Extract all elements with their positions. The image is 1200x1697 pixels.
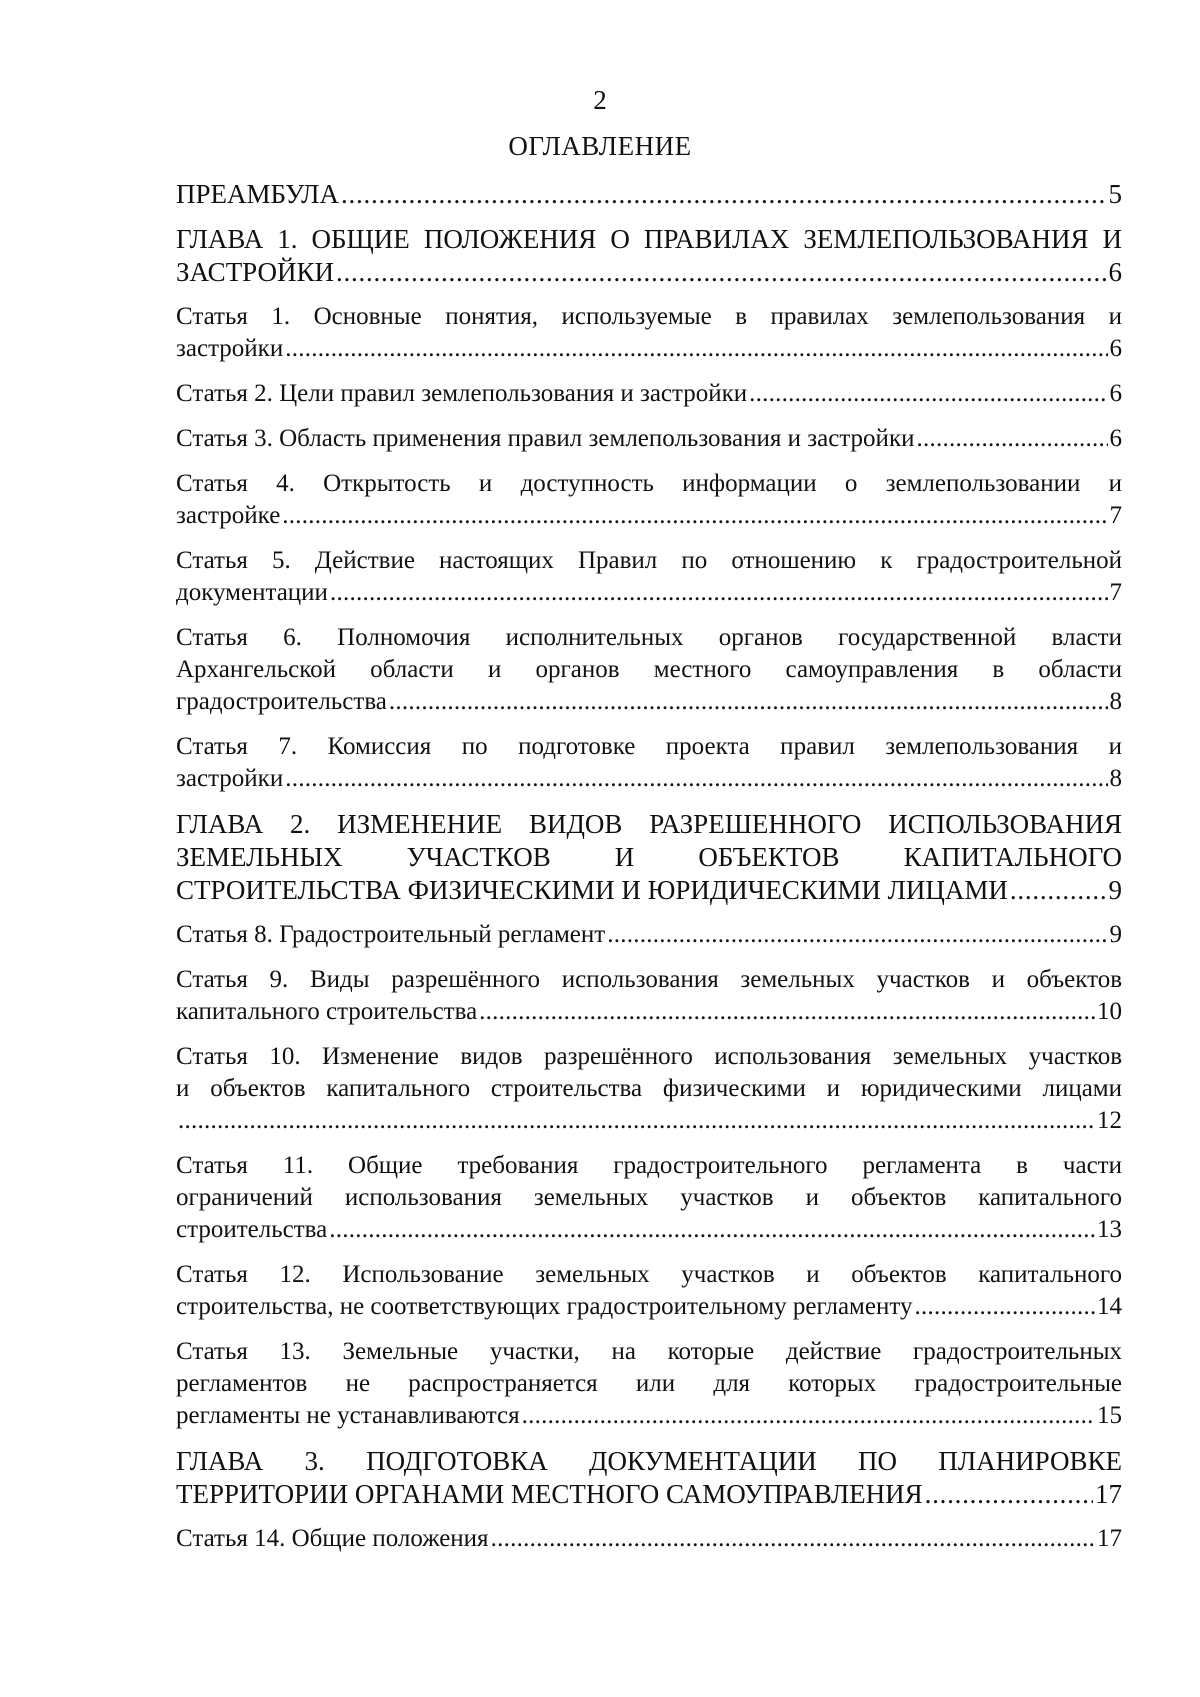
dot-leader [389,686,1108,718]
toc-entry-title: строительства [176,1216,328,1243]
dot-leader [282,500,1107,532]
toc-entry-last-line [176,874,1122,907]
toc-entry-last-line [176,333,1122,365]
toc-article-entry [176,1041,1122,1137]
dot-leader [914,1291,1095,1323]
toc-entry-last-line [176,423,1122,455]
toc-entry-line: Статья 12. Использование земельных участков и объектов капитального [176,1261,1122,1288]
toc-article-entry [176,1259,1122,1323]
dot-leader [479,996,1095,1028]
toc-article-entry [176,468,1122,532]
toc-article-entry [176,301,1122,365]
toc-page-number: 14 [1097,1293,1122,1320]
toc-entry-last-line [176,686,1122,718]
dot-leader [336,256,1106,289]
dot-leader [285,763,1107,795]
toc-article-entry [176,731,1122,795]
toc-page-number: 9 [1109,921,1122,948]
toc-entry-last-line [176,256,1122,289]
toc-entry-title: строительства, не соответствующих градостроительному регламенту [176,1293,913,1320]
toc-page-number: 6 [1108,257,1122,287]
toc-entry-last-line [176,1291,1122,1323]
toc-chapter-entry [176,178,1122,211]
toc-entry-title: градостроительства [176,688,387,715]
toc-entry-title: Статья 2. Цели правил землепользования и застройки [176,380,748,407]
toc-page-number: 13 [1097,1216,1122,1243]
dot-leader [330,577,1108,609]
toc-page-number: 10 [1097,998,1122,1025]
toc-article-entry [176,1523,1122,1555]
toc-entry-line: Статья 11. Общие требования градостроительного регламента в части [176,1152,1122,1179]
toc-entry-line: Статья 10. Изменение видов разрешённого использования земельных участков [176,1043,1122,1070]
toc-entry-last-line [176,500,1122,532]
toc-entry-title: Статья 14. Общие положения [176,1525,489,1552]
toc-entry-last-line [176,996,1122,1028]
toc-entry-line: Архангельской области и органов местного самоуправления в области [176,656,1122,683]
toc-article-entry [176,919,1122,951]
toc-entry-line: регламентов не распространяется или для которых градостроительные [176,1370,1122,1397]
toc-entry-title: ЗАСТРОЙКИ [176,257,335,287]
toc-entry-title: ПРЕАМБУЛА [176,179,339,209]
dot-leader [285,333,1107,365]
toc-article-entry [176,378,1122,410]
toc-entry-last-line [176,1400,1122,1432]
toc-entry-title: Статья 8. Градостроительный регламент [176,921,606,948]
toc-entry-last-line [176,178,1122,211]
toc-entry-line: ГЛАВА 3. ПОДГОТОВКА ДОКУМЕНТАЦИИ ПО ПЛАНИРОВКЕ [176,1446,1122,1476]
toc-page-number: 15 [1097,1402,1122,1429]
toc-page-number: 6 [1109,425,1122,452]
toc-entry-last-line [176,378,1122,410]
dot-leader [329,1214,1095,1246]
toc-entry-title: Статья 3. Область применения правил землепользования и застройки [176,425,915,452]
toc-entry-last-line [176,919,1122,951]
toc-article-entry [176,1150,1122,1246]
dot-leader [607,919,1107,951]
toc-entry-last-line [176,1523,1122,1555]
toc-entry-title: застройки [176,765,284,792]
toc-chapter-entry [176,1445,1122,1511]
dot-leader [522,1400,1095,1432]
toc-page-number: 8 [1109,765,1122,792]
dot-leader [341,178,1107,211]
toc-entry-title: документации [176,579,328,606]
toc-page-number: 7 [1109,579,1122,606]
toc-entry-line: Статья 5. Действие настоящих Правил по отношению к градостроительной [176,547,1122,574]
toc-entry-last-line [176,1105,1122,1137]
toc-entry-line: Статья 7. Комиссия по подготовке проекта правил землепользования и [176,733,1122,760]
toc-article-entry [176,545,1122,609]
toc-entry-line: ЗЕМЕЛЬНЫХ УЧАСТКОВ И ОБЪЕКТОВ КАПИТАЛЬНОГО [176,842,1122,872]
toc-chapter-entry [176,223,1122,289]
toc-entry-title: застройке [176,502,281,529]
toc-page-number: 6 [1109,380,1122,407]
dot-leader [916,423,1107,455]
toc-title: ОГЛАВЛЕНИЕ [508,131,692,161]
toc-article-entry [176,622,1122,718]
toc-entry-title: застройки [176,335,284,362]
toc-entry-line: Статья 6. Полномочия исполнительных органов государственной власти [176,624,1122,651]
toc-entry-line: ГЛАВА 1. ОБЩИЕ ПОЛОЖЕНИЯ О ПРАВИЛАХ ЗЕМЛЕПОЛЬЗОВАНИЯ И [176,224,1122,254]
toc-chapter-entry [176,808,1122,907]
toc-entry-title: СТРОИТЕЛЬСТВА ФИЗИЧЕСКИМИ И ЮРИДИЧЕСКИМИ ЛИЦАМИ [176,875,1008,905]
toc-page-number: 17 [1097,1525,1122,1552]
toc-entry-title: ТЕРРИТОРИИ ОРГАНАМИ МЕСТНОГО САМОУПРАВЛЕНИЯ [176,1479,923,1509]
toc-entry-last-line [176,1214,1122,1246]
toc-entry-title: регламенты не устанавливаются [176,1402,520,1429]
toc-article-entry [176,1336,1122,1432]
toc-page-number: 5 [1108,179,1122,209]
toc-entry-line: Статья 13. Земельные участки, на которые действие градостроительных [176,1338,1122,1365]
toc-page-number: 17 [1095,1479,1122,1509]
toc-page-number: 12 [1097,1107,1122,1134]
toc-entry-last-line [176,1478,1122,1511]
dot-leader [1010,874,1107,907]
dot-leader [178,1105,1095,1137]
table-of-contents [176,178,1122,1568]
dot-leader [925,1478,1093,1511]
dot-leader [749,378,1107,410]
toc-entry-line: Статья 1. Основные понятия, используемые в правилах землепользования и [176,303,1122,330]
toc-entry-line: Статья 4. Открытость и доступность информации о землепользовании и [176,470,1122,497]
page-number: 2 [593,85,607,115]
toc-page-number: 8 [1109,688,1122,715]
toc-entry-last-line [176,577,1122,609]
dot-leader [491,1523,1095,1555]
toc-entry-line: и объектов капитального строительства физическими и юридическими лицами [176,1075,1122,1102]
toc-page-number: 6 [1109,335,1122,362]
toc-page-number: 9 [1108,875,1122,905]
toc-entry-line: ограничений использования земельных участков и объектов капитального [176,1184,1122,1211]
toc-entry-line: Статья 9. Виды разрешённого использования земельных участков и объектов [176,966,1122,993]
toc-page-number: 7 [1109,502,1122,529]
toc-entry-last-line [176,763,1122,795]
toc-entry-line: ГЛАВА 2. ИЗМЕНЕНИЕ ВИДОВ РАЗРЕШЕННОГО ИСПОЛЬЗОВАНИЯ [176,809,1122,839]
toc-article-entry [176,964,1122,1028]
toc-entry-title: капитального строительства [176,998,478,1025]
toc-article-entry [176,423,1122,455]
